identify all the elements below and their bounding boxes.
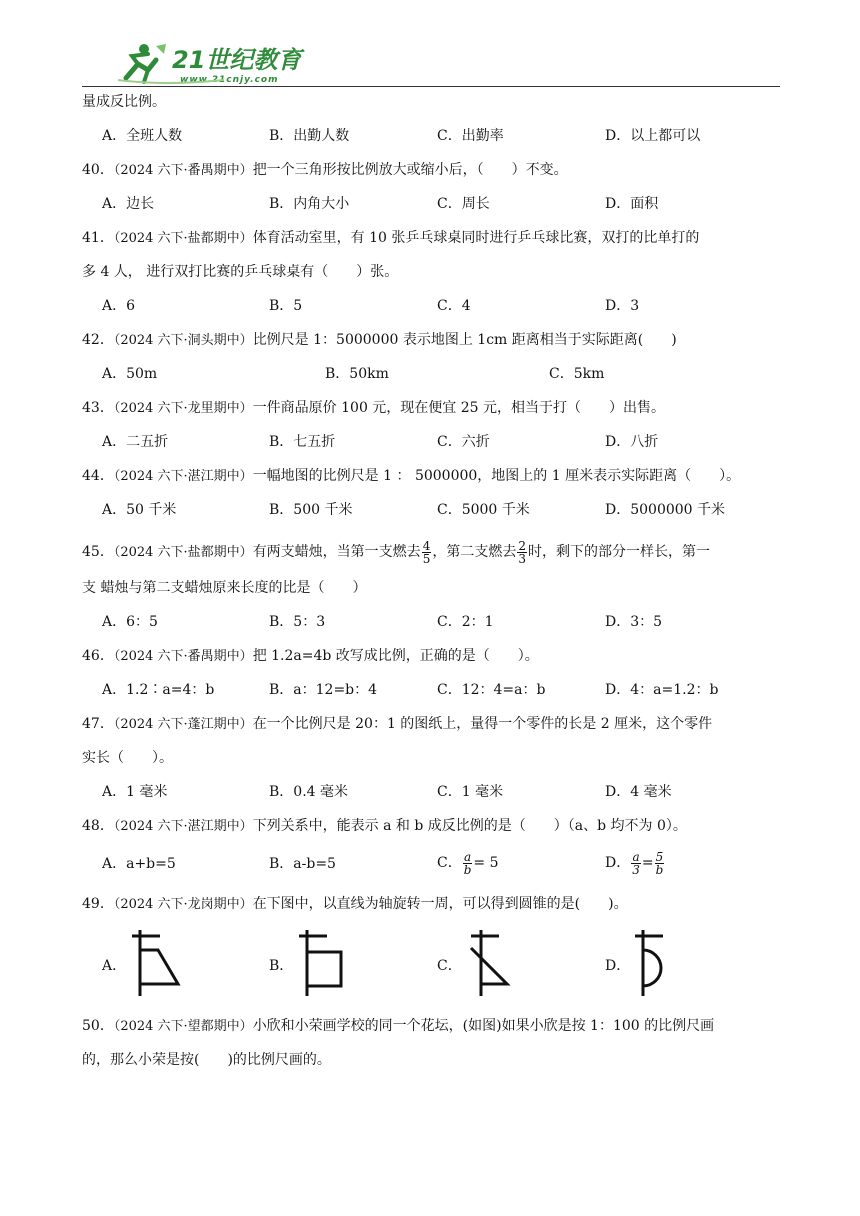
q49-stem: 49．（2024 六下·龙岗期中）在下图中，以直线为轴旋转一周，可以得到圆锥的是( )。: [82, 896, 628, 912]
q46-option-c: C．12：4=a：b: [437, 682, 546, 698]
q45-option-d: D．3：5: [605, 614, 663, 630]
q40-stem: 40．（2024 六下·番禺期中）把一个三角形按比例放大或缩小后，（ ）不变。: [82, 162, 568, 178]
q40-option-c: C．周长: [437, 196, 490, 212]
q47-option-a: A．1 毫米: [102, 784, 168, 800]
q45-option-c: C．2：1: [437, 614, 494, 630]
q39-option-a: A．全班人数: [102, 128, 183, 144]
q49-label-d: D．: [605, 958, 631, 974]
q47-stem-line2: 实长（ ）。: [82, 750, 173, 766]
q48-option-d: D． $\frac{a}{3}$ = $\frac{5}{b}$: [605, 849, 664, 877]
q50-stem-line2: 的，那么小荣是按( )的比例尺画的。: [82, 1052, 331, 1068]
q44-option-b: B．500 千米: [269, 502, 353, 518]
q49-figure-a-trapezoid: [130, 928, 186, 998]
q46-option-d: D．4：a=1.2：b: [605, 682, 719, 698]
fraction-4-5: $\frac{4}{5}$: [422, 538, 431, 566]
q41-stem-line1: 41．（2024 六下·盐都期中）体育活动室里，有 10 张乒乓球桌同时进行乒乓球比赛，双打的比单打的: [82, 230, 700, 246]
q46-option-a: A．1.2∶a=4：b: [102, 682, 215, 698]
q45-option-a: A．6：5: [102, 614, 158, 630]
fraction-a-b: $\frac{a}{b}$: [463, 849, 472, 877]
q42-stem: 42．（2024 六下·洞头期中）比例尺是 1：5000000 表示地图上 1cm 距离相当于实际距离( ): [82, 332, 677, 348]
q44-stem: 44．（2024 六下·湛江期中）一幅地图的比例尺是 1 ： 5000000，地图上的 1 厘米表示实际距离（ ）。: [82, 468, 741, 484]
q41-stem-line2: 多 4 人， 进行双打比赛的乒乓球桌有（ ）张。: [82, 264, 399, 280]
q49-label-b: B．: [269, 958, 294, 974]
q46-stem: 46．（2024 六下·番禺期中）把 1.2a=4b 改写成比例，正确的是（ ）。: [82, 648, 539, 664]
q47-stem-line1: 47．（2024 六下·蓬江期中）在一个比例尺是 20：1 的图纸上，量得一个零件的长是 2 厘米，这个零件: [82, 716, 713, 732]
q48-option-c: C． $\frac{a}{b}$ = 5: [437, 849, 499, 877]
q43-option-c: C．六折: [437, 434, 490, 450]
q45-option-b: B．5：3: [269, 614, 326, 630]
q47-option-d: D．4 毫米: [605, 784, 672, 800]
q42-option-a: A．50m: [102, 366, 158, 382]
q40-option-d: D．面积: [605, 196, 659, 212]
q41-option-d: D．3: [605, 298, 640, 314]
q39-option-b: B．出勤人数: [269, 128, 350, 144]
q49-label-c: C．: [437, 958, 462, 974]
q41-option-b: B．5: [269, 298, 303, 314]
q45-stem-line1: 45．（2024 六下·盐都期中）有两支蜡烛，当第一支燃去 $\frac{4}{5}$ ，第二支燃去 $\frac{2}{3}$ 时，剩下的部分一样长，第一: [82, 538, 710, 566]
q40-option-a: A．边长: [102, 196, 155, 212]
21cnjy-logo: [104, 40, 354, 86]
svg-text:www.21cnjy.com: www.21cnjy.com: [180, 75, 279, 85]
fraction-5-b: $\frac{5}{b}$: [655, 849, 664, 877]
q49-figure-b-rectangle: [297, 928, 353, 998]
q42-option-b: B．50km: [325, 366, 389, 382]
page-header: [82, 38, 780, 88]
q39-tail: 量成反比例。: [82, 94, 166, 110]
q39-option-d: D．以上都可以: [605, 128, 701, 144]
q43-option-a: A．二五折: [102, 434, 169, 450]
q49-figure-c-triangle: [465, 928, 521, 998]
q41-option-a: A．6: [102, 298, 136, 314]
q48-option-b: B．a-b=5: [269, 856, 336, 872]
q47-option-b: B．0.4 毫米: [269, 784, 349, 800]
q48-stem: 48．（2024 六下·湛江期中）下列关系中，能表示 a 和 b 成反比例的是（ ）（a、b 均不为 0）。: [82, 818, 687, 834]
q49-label-a: A．: [102, 958, 127, 974]
q48-option-a: A．a+b=5: [102, 856, 176, 872]
q43-option-b: B．七五折: [269, 434, 336, 450]
header-rule: [82, 86, 780, 87]
q44-option-c: C．5000 千米: [437, 502, 530, 518]
q44-option-d: D．5000000 千米: [605, 502, 726, 518]
q43-stem: 43．（2024 六下·龙里期中）一件商品原价 100 元，现在便宜 25 元，相当于打（ ）出售。: [82, 400, 666, 416]
q45-stem-line2: 支 蜡烛与第二支蜡烛原来长度的比是（ ）: [82, 580, 367, 596]
fraction-2-3: $\frac{2}{3}$: [518, 538, 526, 566]
q49-figure-d-semicircle: [633, 928, 689, 998]
q40-option-b: B．内角大小: [269, 196, 350, 212]
q50-stem-line1: 50．（2024 六下·望都期中）小欣和小荣画学校的同一个花坛，(如图)如果小欣是按 1：100 的比例尺画: [82, 1018, 715, 1034]
q43-option-d: D．八折: [605, 434, 659, 450]
q41-option-c: C．4: [437, 298, 471, 314]
q47-option-c: C．1 毫米: [437, 784, 504, 800]
q42-option-c: C．5km: [549, 366, 605, 382]
q39-option-c: C．出勤率: [437, 128, 504, 144]
q44-option-a: A．50 千米: [102, 502, 177, 518]
svg-text:21世纪教育: 21世纪教育: [172, 46, 302, 74]
fraction-a-3: $\frac{a}{3}$: [632, 849, 640, 877]
q46-option-b: B．a：12=b：4: [269, 682, 378, 698]
